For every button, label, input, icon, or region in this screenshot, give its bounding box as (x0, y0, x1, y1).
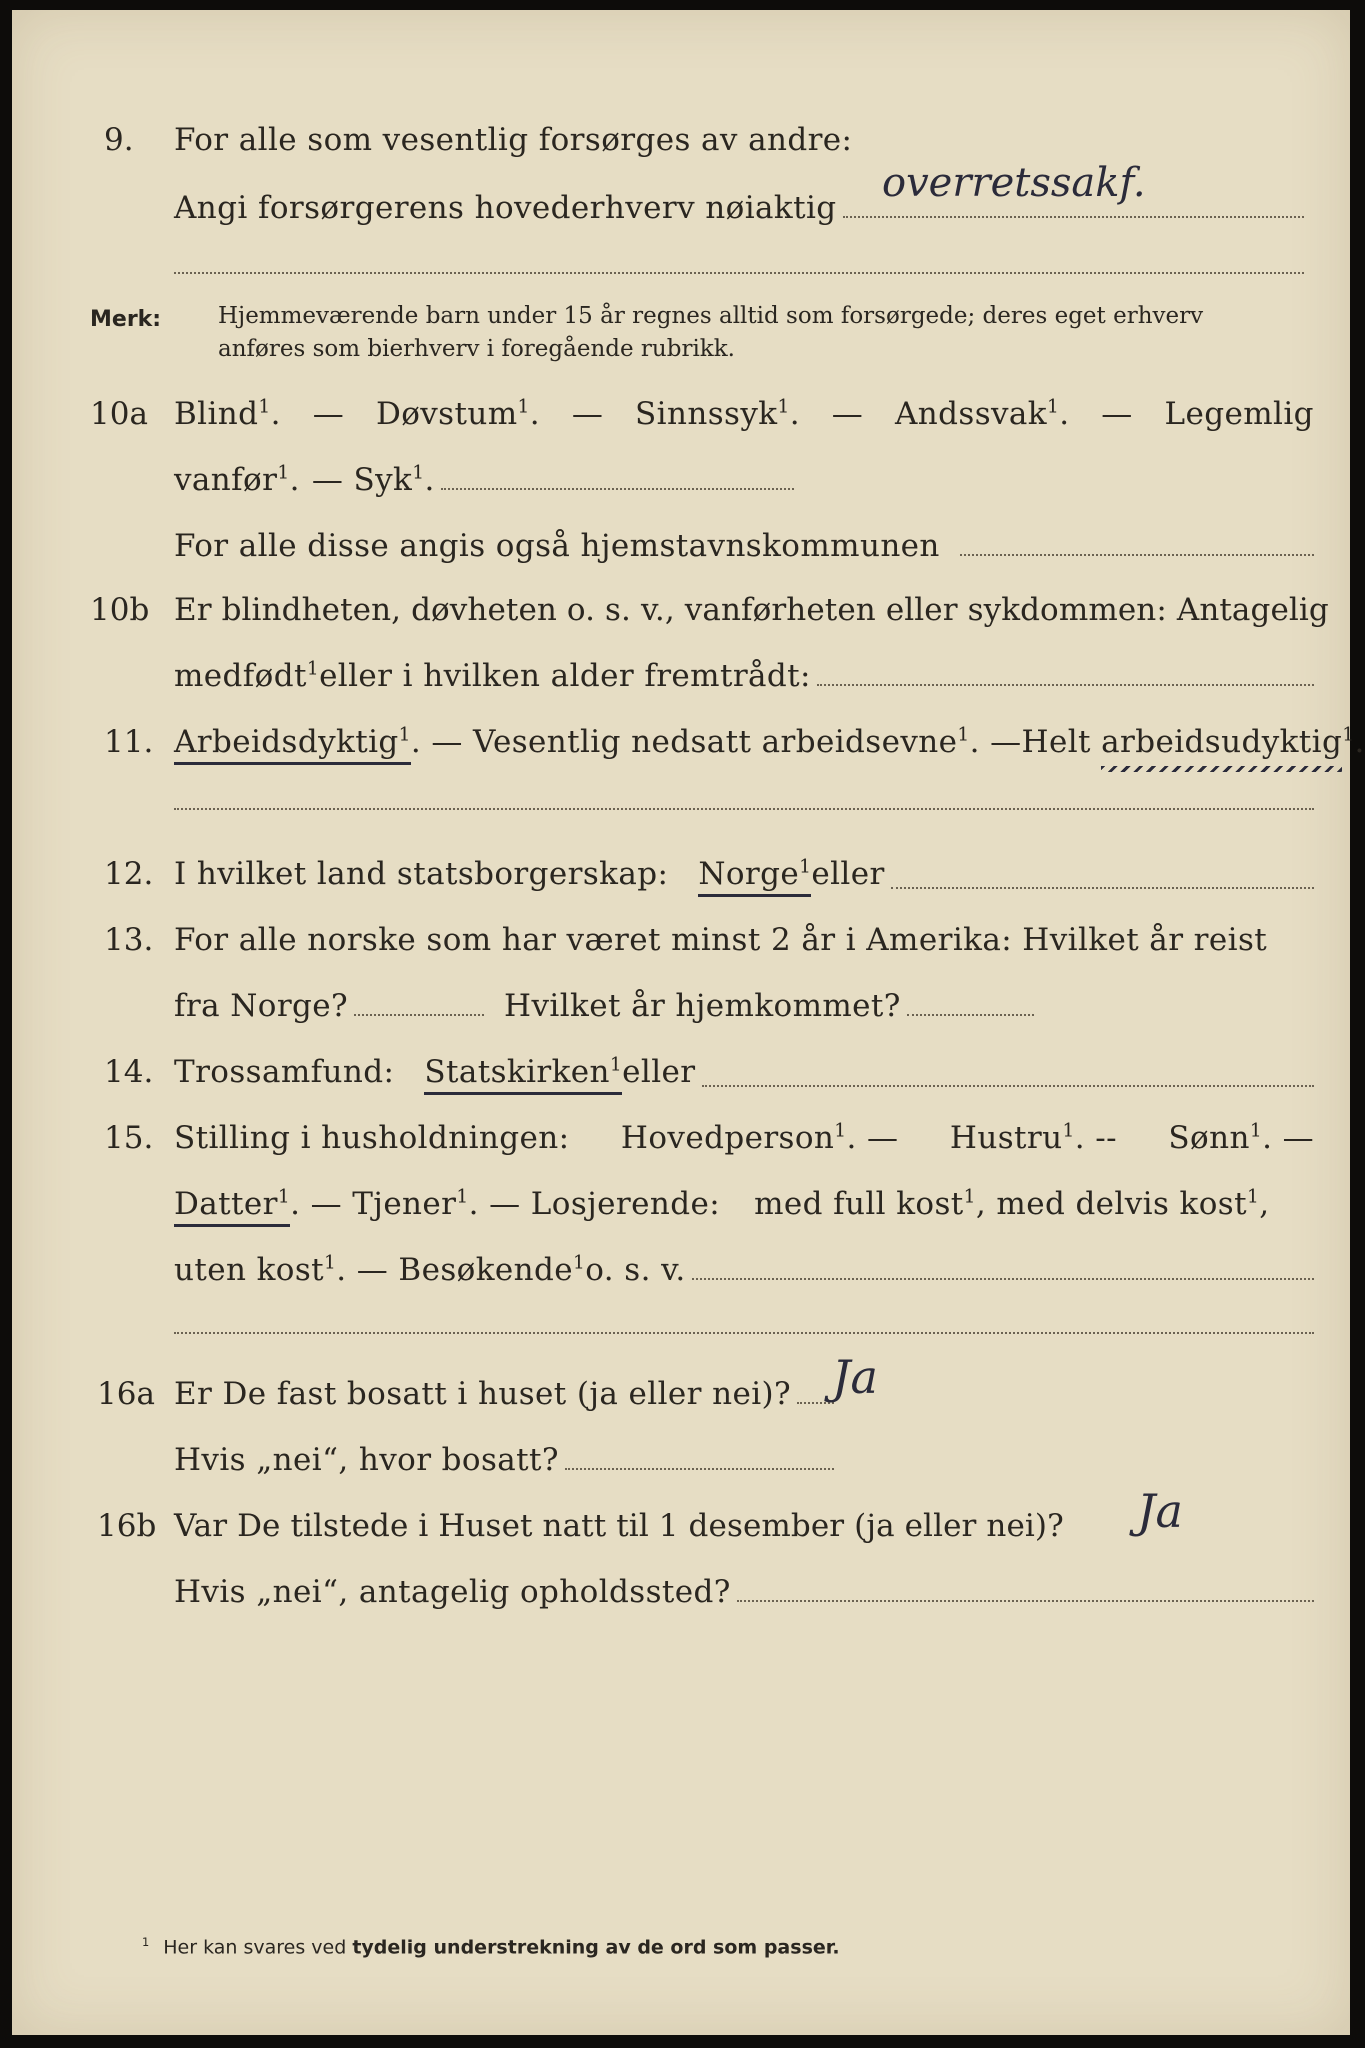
q10a-answer-line[interactable] (441, 488, 794, 490)
q11-extra-line (174, 808, 1314, 810)
census-form-page (12, 10, 1365, 2035)
merk-line2: anføres som bierhverv i foregående rubrikk. (218, 336, 735, 362)
opt-losjerende: . — Losjerende: (468, 1186, 721, 1222)
q9-number: 9. (104, 122, 134, 158)
opt-statskirken-underlined[interactable]: Statskirken$^1$ (424, 1054, 622, 1095)
q13-number: 13. (104, 922, 154, 958)
q15-answer-line[interactable] (692, 1278, 1314, 1280)
q14-number: 14. (104, 1054, 154, 1090)
q13-reist-line[interactable] (354, 1014, 484, 1016)
q13-hjemkommet-line[interactable] (907, 1014, 1034, 1016)
opt-arbeidsdyktig-underlined[interactable]: Arbeidsdyktig$^1$ (174, 724, 411, 765)
q16b-line1 (174, 1508, 1134, 1544)
q16a-question: Er De fast bosatt i huset (ja eller nei)? (174, 1376, 792, 1412)
q11-number: 11. (104, 724, 154, 760)
opt-datter-underlined[interactable]: Datter$^1$ (174, 1186, 290, 1227)
opt-andssvak[interactable]: Andssvak$^1$. (894, 396, 1070, 432)
q14-eller: eller (622, 1054, 696, 1090)
q10b-answer-line[interactable] (817, 684, 1314, 686)
opt-blind[interactable]: Blind$^1$. (174, 396, 281, 432)
dash: — (831, 396, 864, 432)
merk-line1: Hjemmeværende barn under 15 år regnes alltid som forsørgede; deres eget erhverv (218, 303, 1204, 329)
dash: — (312, 396, 345, 432)
opt-hustru[interactable]: Hustru$^1$. -- (949, 1120, 1117, 1156)
q14-answer-line[interactable] (702, 1085, 1315, 1087)
q9-question-2: Angi forsørgerens hovederhverv nøiaktig (174, 190, 837, 226)
q16b-question: Var De tilstede i Huset natt til 1 desember (ja eller nei)? (174, 1508, 1064, 1544)
dash: — (571, 396, 604, 432)
q12-question: I hvilket land statsborgerskap: (174, 856, 669, 892)
q16b-opholdssted: Hvis „nei“, antagelig opholdssted? (174, 1574, 731, 1610)
q10b-number: 10b (90, 592, 150, 628)
q10b-line1 (174, 592, 1329, 628)
q14-line (174, 1054, 1314, 1095)
q16a-line1 (174, 1376, 834, 1412)
q10a-line2 (174, 462, 794, 498)
q16a-number: 16a (97, 1376, 155, 1412)
opt-legemlig[interactable]: Legemlig (1164, 396, 1314, 432)
footnote-text-bold: tydelig understrekning av de ord som passer. (352, 1936, 840, 1959)
dash: . — (969, 724, 1022, 760)
opt-full-kost[interactable]: med full kost$^1$ (754, 1186, 976, 1222)
opt-hovedperson[interactable]: Hovedperson$^1$. — (620, 1120, 899, 1156)
q11-line (174, 724, 1365, 765)
opt-syk[interactable]: — Syk$^1$. (311, 462, 435, 498)
q13-line2 (174, 988, 1034, 1024)
opt-uten-kost[interactable]: uten kost$^1$ (174, 1252, 337, 1288)
q15-extra-line (174, 1332, 1314, 1334)
opt-besokende[interactable]: . — Besøkende$^1$ (336, 1252, 586, 1288)
q16b-answer-line[interactable] (737, 1600, 1314, 1602)
q10a-number: 10a (90, 396, 148, 432)
merk-label: Merk: (90, 307, 162, 332)
opt-norge-underlined[interactable]: Norge$^1$ (698, 856, 811, 897)
q15-line2 (174, 1186, 1314, 1227)
q13-fra-norge: fra Norge? (174, 988, 349, 1024)
q12-line (174, 856, 1314, 897)
q16a-bosatt: Hvis „nei“, hvor bosatt? (174, 1442, 559, 1478)
q12-answer-line[interactable] (891, 887, 1314, 889)
opt-medfodt[interactable]: medfødt$^1$ (174, 658, 320, 694)
q15-question: Stilling i husholdningen: (174, 1120, 570, 1156)
opt-delvis-kost[interactable]: , med delvis kost$^1$, (975, 1186, 1270, 1222)
q9-handwritten-answer: overretssakf. (882, 160, 1146, 206)
q10b-question: Er blindheten, døvheten o. s. v., vanførheten eller sykdommen: Antagelig (174, 592, 1329, 628)
q15-number: 15. (104, 1120, 154, 1156)
q10a-hjemstavn-line[interactable] (960, 554, 1314, 556)
q16a-bosatt-line[interactable] (565, 1468, 834, 1470)
opt-nedsatt[interactable]: . — Vesentlig nedsatt arbeidsevne$^1$ (410, 724, 970, 760)
q9-line1 (174, 122, 1304, 158)
q13-line1 (174, 922, 1314, 958)
q9-answer-line[interactable] (843, 216, 1304, 218)
opt-sinnssyk[interactable]: Sinnssyk$^1$. (635, 396, 800, 432)
q15-line3 (174, 1252, 1314, 1288)
opt-helt-arbeidsudyktig[interactable]: Helt arbeidsudyktig$^1$. (1021, 724, 1365, 760)
q13-question: For alle norske som har været minst 2 år i Amerika: Hvilket år reist (174, 922, 1268, 958)
q15-line1 (174, 1120, 1314, 1156)
q10a-line3 (174, 528, 1314, 564)
q12-eller: eller (811, 856, 885, 892)
footnote-text: Her kan svares ved (163, 1936, 353, 1959)
q9-question: For alle som vesentlig forsørges av andre: (174, 122, 853, 158)
q16b-line2 (174, 1574, 1314, 1610)
q12-number: 12. (104, 856, 154, 892)
q16a-answer-line[interactable] (797, 1402, 834, 1404)
opt-sonn[interactable]: Sønn$^1$. — (1168, 1120, 1314, 1156)
q16a-line2 (174, 1442, 834, 1478)
dash: — (1101, 396, 1133, 432)
q16b-number: 16b (97, 1508, 157, 1544)
q9-extra-line (174, 272, 1304, 274)
q14-question: Trossamfund: (174, 1054, 395, 1090)
q10a-hjemstavn: For alle disse angis også hjemstavnskommunen (174, 528, 940, 564)
opt-tjener[interactable]: . — Tjener$^1$ (290, 1186, 469, 1222)
opt-dovstum[interactable]: Døvstum$^1$. (375, 396, 541, 432)
footnote (142, 1935, 840, 1958)
q10b-line2 (174, 658, 1314, 694)
q15-osv: o. s. v. (585, 1252, 686, 1288)
merk-note (218, 300, 1203, 366)
opt-vanfor[interactable]: vanfør$^1$. (174, 462, 300, 498)
q13-hjemkommet: Hvilket år hjemkommet? (504, 988, 901, 1024)
q16a-handwritten-answer: Ja (832, 1350, 878, 1404)
q10b-alder: eller i hvilken alder fremtrådt: (319, 658, 811, 694)
q16b-handwritten-answer: Ja (1137, 1484, 1183, 1538)
q10a-line1 (174, 396, 1314, 432)
footnote-mark: 1 (142, 1935, 150, 1949)
